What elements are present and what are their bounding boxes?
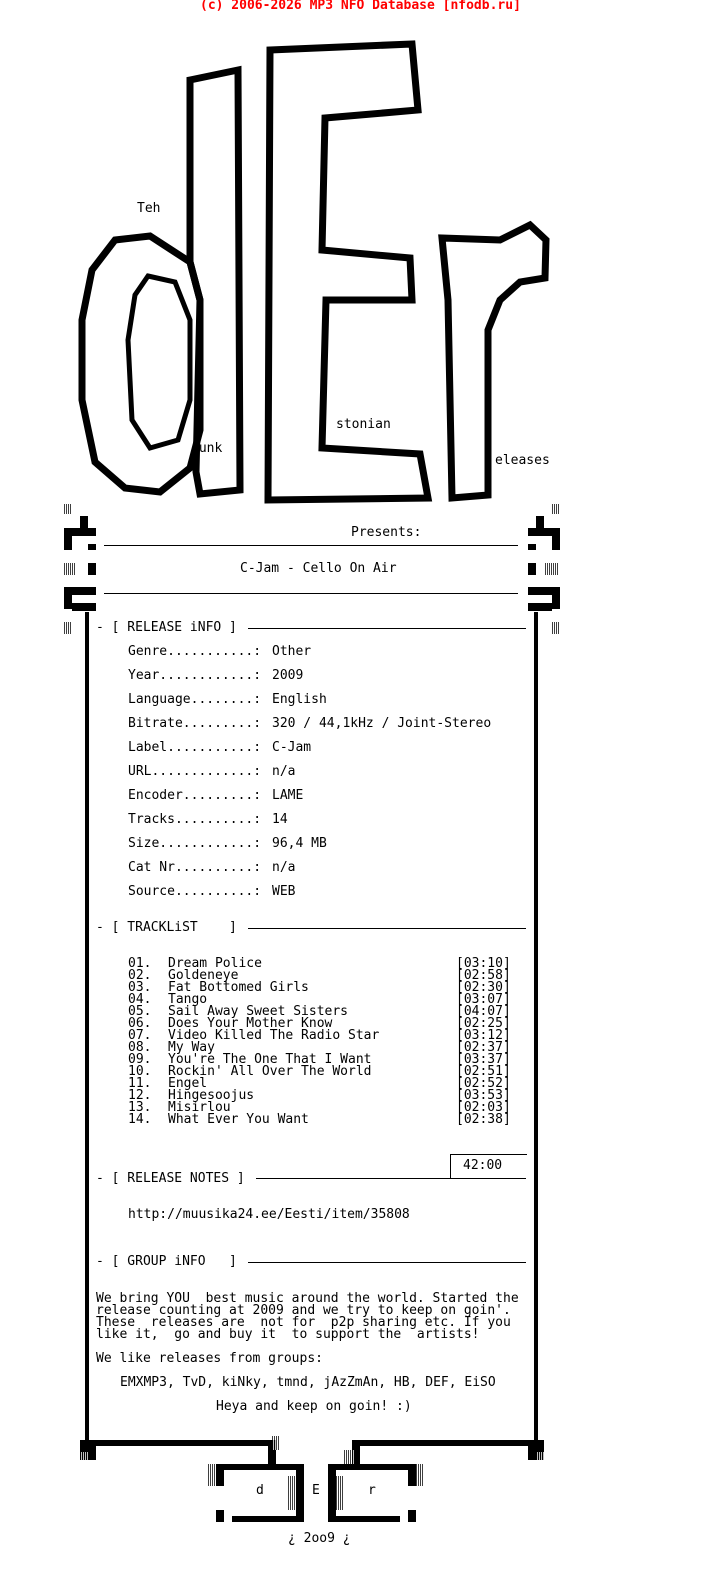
info-value: 96,4 MB	[272, 836, 327, 851]
section-tracklist: - [ TRACKLiST ]	[96, 920, 237, 935]
info-label: Genre...........:	[128, 644, 269, 659]
track-number: 03.	[128, 980, 152, 995]
track-number: 08.	[128, 1040, 152, 1055]
track-duration: [02:52]	[456, 1076, 511, 1091]
info-label: Cat Nr..........:	[128, 860, 269, 875]
track-title: Goldeneye	[168, 968, 239, 983]
frame-left	[85, 612, 89, 1442]
info-label: Size............:	[128, 836, 269, 851]
track-title: My Way	[168, 1040, 215, 1055]
divider	[248, 928, 526, 929]
track-number: 02.	[128, 968, 152, 983]
release-notes-url[interactable]: http://muusika24.ee/Eesti/item/35808	[128, 1207, 410, 1222]
logo-word-teh: Teh	[137, 201, 161, 216]
section-release-notes: - [ RELEASE NOTES ]	[96, 1171, 245, 1186]
track-number: 06.	[128, 1016, 152, 1031]
track-title: Video Killed The Radio Star	[168, 1028, 380, 1043]
track-title: You're The One That I Want	[168, 1052, 372, 1067]
info-value: Other	[272, 644, 312, 659]
der-logo	[0, 30, 728, 510]
track-duration: [02:03]	[456, 1100, 511, 1115]
frame-right	[534, 612, 538, 1442]
track-duration: [02:30]	[456, 980, 511, 995]
info-value: n/a	[272, 860, 296, 875]
track-duration: [03:37]	[456, 1052, 511, 1067]
track-title: Sail Away Sweet Sisters	[168, 1004, 349, 1019]
track-title: Misirlou	[168, 1100, 231, 1115]
logo-d-bowl	[82, 236, 200, 492]
info-label: Source..........:	[128, 884, 269, 899]
track-title: Tango	[168, 992, 208, 1007]
track-title: Does Your Mother Know	[168, 1016, 333, 1031]
logo-d-counter	[128, 276, 190, 448]
release-title: C-Jam - Cello On Air	[240, 561, 397, 576]
logo-word-runk: runk	[191, 441, 223, 456]
logo-word-stonian: stonian	[336, 417, 391, 432]
info-value: WEB	[272, 884, 296, 899]
track-number: 12.	[128, 1088, 152, 1103]
track-number: 04.	[128, 992, 152, 1007]
group-outro: Heya and keep on goin! :)	[216, 1399, 412, 1414]
track-title: Engel	[168, 1076, 208, 1091]
info-value: C-Jam	[272, 740, 312, 755]
info-label: Tracks..........:	[128, 812, 269, 827]
info-value: n/a	[272, 764, 296, 779]
track-number: 14.	[128, 1112, 152, 1127]
divider	[248, 628, 526, 629]
track-duration: [04:07]	[456, 1004, 511, 1019]
info-value: 2009	[272, 668, 304, 683]
track-duration: [02:38]	[456, 1112, 511, 1127]
group-info-line: We bring YOU best music around the world. Started the	[96, 1291, 519, 1306]
track-duration: [02:51]	[456, 1064, 511, 1079]
presents-label: Presents:	[351, 525, 422, 540]
info-label: Encoder.........:	[128, 788, 269, 803]
track-duration: [03:12]	[456, 1028, 511, 1043]
track-duration: [02:37]	[456, 1040, 511, 1055]
track-title: Dream Police	[168, 956, 262, 971]
track-title: Rockin' All Over The World	[168, 1064, 372, 1079]
logo-d-stem	[190, 70, 240, 494]
track-number: 10.	[128, 1064, 152, 1079]
section-group-info: - [ GROUP iNFO ]	[96, 1254, 237, 1269]
group-info-line: These releases are not for p2p sharing etc. If you	[96, 1315, 511, 1330]
total-time: 42:00	[463, 1158, 503, 1173]
track-title: Hingesoojus	[168, 1088, 255, 1103]
info-label: URL.............:	[128, 764, 269, 779]
track-number: 07.	[128, 1028, 152, 1043]
track-number: 11.	[128, 1076, 152, 1091]
info-label: Bitrate.........:	[128, 716, 269, 731]
divider	[256, 1178, 526, 1179]
groups-list: EMXMP3, TvD, kiNky, tmnd, jAzZmAn, HB, DEF, EiSO	[120, 1375, 496, 1390]
info-label: Language........:	[128, 692, 269, 707]
nfodb-banner: (c) 2006-2026 MP3 NFO Database [nfodb.ru]	[200, 0, 521, 13]
footer-letter-e: E	[312, 1483, 320, 1498]
track-duration: [03:10]	[456, 956, 511, 971]
info-value: LAME	[272, 788, 304, 803]
info-label: Label...........:	[128, 740, 269, 755]
track-title: What Ever You Want	[168, 1112, 309, 1127]
footer-year: ¿ 2oo9 ¿	[288, 1531, 351, 1546]
track-duration: [03:53]	[456, 1088, 511, 1103]
info-label: Year............:	[128, 668, 269, 683]
track-duration: [02:25]	[456, 1016, 511, 1031]
track-number: 01.	[128, 956, 152, 971]
footer-letter-d: d	[256, 1483, 264, 1498]
divider	[248, 1262, 526, 1263]
groups-intro: We like releases from groups:	[96, 1351, 323, 1366]
section-release-info: - [ RELEASE iNFO ]	[96, 620, 237, 635]
divider	[104, 545, 518, 546]
track-title: Fat Bottomed Girls	[168, 980, 309, 995]
divider	[104, 593, 518, 594]
track-duration: [03:07]	[456, 992, 511, 1007]
info-value: English	[272, 692, 327, 707]
logo-word-eleases: eleases	[495, 453, 550, 468]
track-duration: [02:58]	[456, 968, 511, 983]
info-value: 320 / 44,1kHz / Joint-Stereo	[272, 716, 492, 731]
group-info-line: like it, go and buy it to support the artists!	[96, 1327, 480, 1342]
info-value: 14	[272, 812, 288, 827]
track-number: 05.	[128, 1004, 152, 1019]
group-info-line: release counting at 2009 and we try to keep on goin'.	[96, 1303, 511, 1318]
track-number: 09.	[128, 1052, 152, 1067]
footer-letter-r: r	[368, 1483, 376, 1498]
track-number: 13.	[128, 1100, 152, 1115]
